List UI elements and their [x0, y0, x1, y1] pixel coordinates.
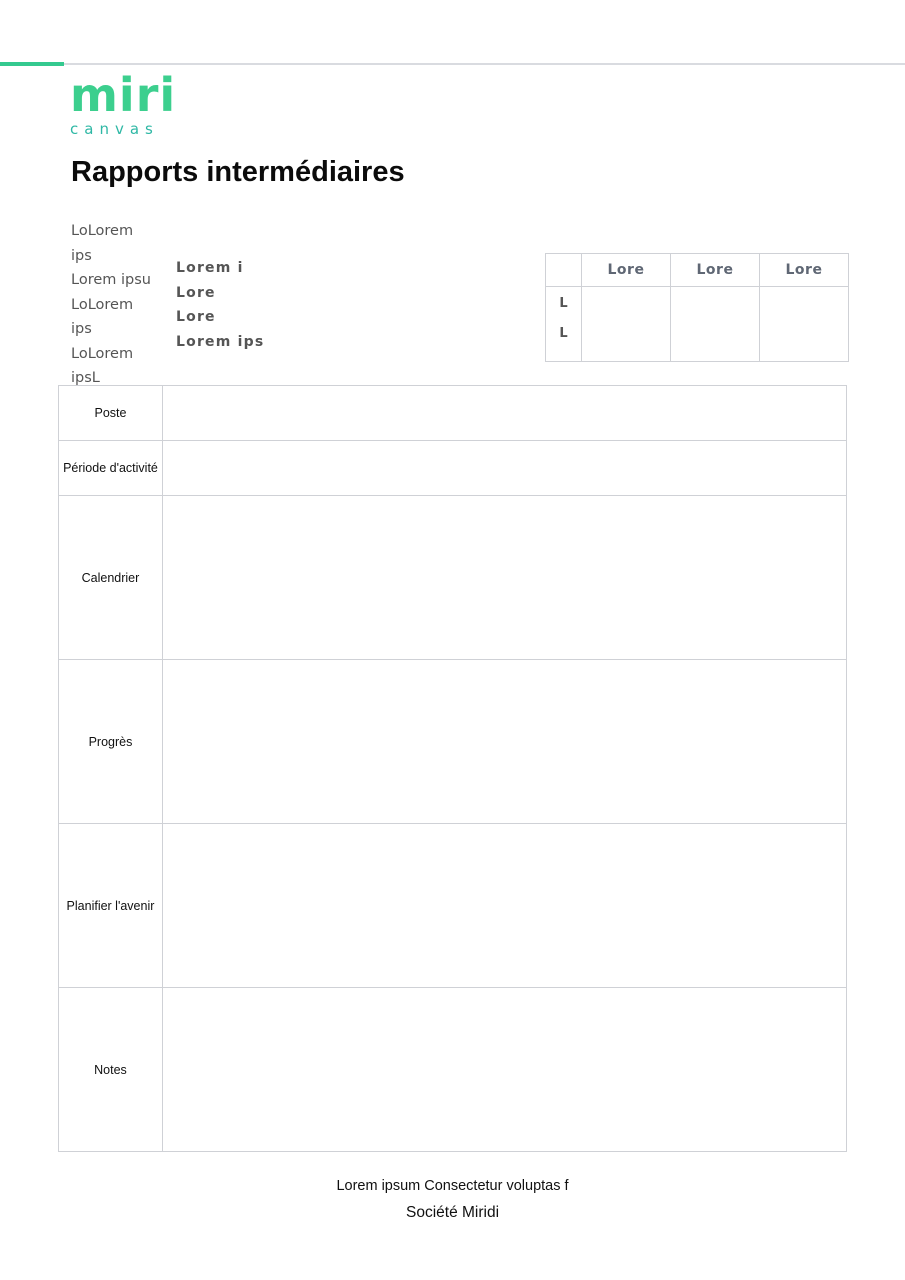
approval-cell[interactable]	[582, 287, 671, 362]
report-row	[59, 824, 847, 988]
report-row-value[interactable]	[162, 660, 846, 824]
report-row-value[interactable]	[162, 496, 846, 660]
meta-mid-line: Lore	[176, 309, 216, 325]
meta-mid-line: Lore	[176, 284, 216, 301]
report-row-label: Notes	[59, 988, 163, 1152]
meta-left-line: LoLorem	[71, 223, 134, 239]
approval-header: Lore	[582, 254, 671, 287]
report-row-label: Planifier l'avenir	[59, 824, 163, 988]
report-row	[59, 496, 847, 660]
report-table	[58, 385, 847, 1152]
meta-left-line: ips	[71, 247, 92, 264]
approval-cell[interactable]	[671, 287, 760, 362]
meta-left-line: LoLorem	[71, 345, 134, 362]
approval-row-labels	[546, 287, 582, 362]
report-row-label: Progrès	[59, 660, 163, 824]
meta-mid-line: Lorem i	[176, 260, 244, 276]
miri-canvas-logo	[70, 68, 190, 142]
top-accent-bar	[0, 62, 64, 66]
approval-table	[545, 253, 849, 362]
footer-company: Société Miridi	[405, 1204, 500, 1221]
meta-mid-block	[176, 256, 264, 354]
report-row-value[interactable]	[162, 441, 846, 496]
report-row-label: Poste	[59, 386, 163, 441]
report-row	[59, 988, 847, 1152]
approval-row-label: L	[559, 326, 568, 341]
meta-mid-line: Lorem ips	[176, 333, 265, 350]
meta-left-line: ipsL	[71, 370, 100, 386]
report-row-value[interactable]	[162, 824, 846, 988]
page-title: Rapports intermédiaires	[71, 156, 405, 188]
approval-body-row	[546, 287, 849, 362]
footer-tagline: Lorem ipsum Consectetur voluptas f	[336, 1178, 569, 1194]
meta-left-line: Lorem ipsu	[71, 272, 151, 288]
logo-subtitle: canvas	[70, 120, 159, 138]
meta-left-line: ips	[71, 321, 92, 337]
report-row-label: Période d'activité	[59, 441, 163, 496]
approval-header-row	[546, 254, 849, 287]
approval-row-label: L	[559, 296, 568, 311]
approval-header: Lore	[760, 254, 849, 287]
report-row-value[interactable]	[162, 386, 846, 441]
meta-left-block	[71, 219, 166, 391]
logo-wordmark: miri	[70, 68, 177, 122]
approval-cell[interactable]	[760, 287, 849, 362]
report-row	[59, 441, 847, 496]
top-divider	[0, 63, 905, 65]
meta-left-line: LoLorem	[71, 296, 134, 313]
report-row	[59, 386, 847, 441]
report-row-label: Calendrier	[59, 496, 163, 660]
approval-corner-cell	[546, 254, 582, 287]
report-row-value[interactable]	[162, 988, 846, 1152]
approval-header: Lore	[671, 254, 760, 287]
report-row	[59, 660, 847, 824]
